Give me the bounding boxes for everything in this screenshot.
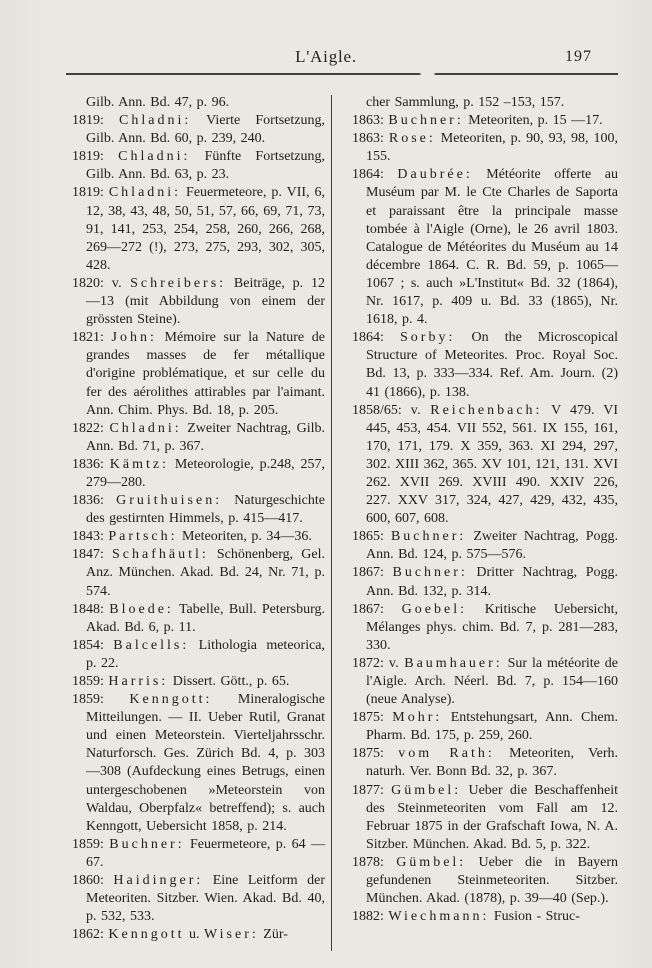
bib-entry <box>72 420 325 456</box>
bib-entry <box>72 926 325 944</box>
bib-entry <box>352 112 618 130</box>
page-number: 197 <box>565 48 592 65</box>
bib-entry <box>72 601 325 637</box>
entry-author: Wiechmann: <box>388 909 490 925</box>
bib-entry <box>72 528 325 546</box>
running-title: L'Aigle. <box>295 47 357 66</box>
bib-entry <box>72 112 325 148</box>
entry-author: Schreibers: <box>130 275 227 291</box>
entry-year: 1822: <box>72 420 104 436</box>
entry-year: 1863: <box>352 113 384 129</box>
entry-text: Kritische Uebersicht, Mélanges phys. chim. Bd. 7, p. 281—283, 330. <box>366 601 619 653</box>
entry-year: 1865: <box>352 529 384 545</box>
entry-author-prefix: v. <box>388 655 405 671</box>
entry-year: 1843: <box>72 529 104 545</box>
entry-year: 1836: <box>72 493 104 509</box>
entry-text: Naturgeschichte des gestirnten Himmels, p. 415—417. <box>86 493 326 527</box>
bib-entry <box>72 673 325 691</box>
entry-author: Gümbel: <box>396 854 467 870</box>
entry-author: Chladni: <box>108 185 182 201</box>
bib-entry <box>352 564 618 600</box>
entry-year: 1860: <box>72 873 104 889</box>
entry-year: 1875: <box>352 710 384 726</box>
entry-text: Meteoriten, Verh. naturh. Ver. Bonn Bd. 32, p. 367. <box>366 746 619 780</box>
carryover-line: Gilb. Ann. Bd. 47, p. 96. <box>86 95 230 110</box>
bib-entry <box>352 854 618 908</box>
entry-author: Buchner: <box>388 113 464 129</box>
entry-text: V 479. VI 445, 453, 454. VII 552, 561. IX 155, 161, 170, 171, 179. X 359, 363. XI 294, 297, 302. XIII 362, 365. XV 101, 121, 131. XVI 262. XVII 269. XVIII 490. XXIV 226, 227. XXV 317, 324, 427, 429, 432, 435, 600, 607, 608. <box>366 402 619 527</box>
entry-author: Mohr: <box>392 710 443 726</box>
entry-text: Sur la météorite de l'Aigle. Arch. Néerl. Bd. 7, p. 154—160 (neue Analyse). <box>366 655 619 708</box>
entry-year: 1878: <box>352 854 384 870</box>
entry-author: Rose: <box>388 131 436 147</box>
entry-author: John: <box>111 330 157 346</box>
entry-author-prefix: v. <box>410 402 431 418</box>
bib-entry <box>352 329 618 401</box>
entry-year: 1819: <box>72 149 104 165</box>
entry-text: Météorite offerte au Muséum par M. le Cte Charles de Saporta et paraissant être la principale masse tombée à l'Aigle (Orne), le 26 avril 1803. Catalogue de Météorites du Muséum au 14 décembre 1864. C. R. Bd. 59, p. 1065—1067 ; s. auch »L'Institut« Bd. 32 (1864), Nr. 1617, p. 409 u. Bd. 33 (1865), Nr. 1618, p. 4. <box>366 167 619 328</box>
entry-author2: Wiser: <box>204 927 259 943</box>
bib-entry <box>72 456 325 492</box>
entry-year: 1859: <box>72 674 104 689</box>
entry-author: Harris: <box>108 674 169 689</box>
entry-author: Gümbel: <box>391 782 462 798</box>
entry-year: 1854: <box>72 637 104 653</box>
bib-entry <box>72 184 325 274</box>
entry-author: Haidinger: <box>113 873 204 889</box>
carryover-line: cher Sammlung, p. 152 –153, 157. <box>366 95 565 110</box>
bib-entry <box>352 166 618 329</box>
bib-entry <box>72 637 325 673</box>
entry-author: Balcells: <box>113 637 190 653</box>
entry-text: Zür- <box>263 927 288 943</box>
entry-author: Chladni: <box>109 420 182 436</box>
entry-text: Vierte Fortsetzung, Gilb. Ann. Bd. 60, p. 239, 240. <box>86 113 325 147</box>
entry-text: Mémoire sur la Nature de grandes masses de fer métallique d'origine problématique, et sur celle du fer des aérolithes attirables par l'aimant. Ann. Chim. Phys. Bd. 18, p. 205. <box>86 330 325 418</box>
bib-entry <box>72 148 325 184</box>
entry-text: Dritter Nachtrag, Pogg. Ann. Bd. 132, p. 314. <box>366 565 618 599</box>
bib-entry <box>72 836 325 872</box>
entry-year: 1858/65: <box>352 402 402 418</box>
entry-year: 1820: <box>72 275 104 291</box>
entry-year: 1821: <box>72 330 104 346</box>
entry-author: Kenngott <box>108 927 185 943</box>
entry-text: Lithologia meteorica, p. 22. <box>86 637 326 671</box>
entry-author: vom Rath: <box>398 746 495 762</box>
entry-text: Meteoriten, p. 34—36. <box>182 529 312 545</box>
bib-entry <box>352 655 618 709</box>
entry-text: Ueber die in Bayern gefundenen Steinmeteoriten. Sitzber. München. Akad. (1878), p. 39—40 (Sep.). <box>366 854 618 907</box>
entry-author: Kämtz: <box>109 456 169 472</box>
entry-author: Bloede: <box>109 601 174 617</box>
entry-text: Beiträge, p. 12 —13 (mit Abbildung von einem der grössten Steine). <box>86 275 326 328</box>
bib-entry <box>72 492 325 528</box>
entry-author: Chladni: <box>118 149 191 165</box>
entry-text: Feuermeteore, p. 64 —67. <box>86 836 326 870</box>
bib-entry <box>72 329 325 419</box>
bib-entry <box>352 601 618 655</box>
entry-text: Tabelle, Bull. Petersburg. Akad. Bd. 6, p. 11. <box>86 601 325 635</box>
entry-year: 1859: <box>72 692 104 708</box>
entry-author: Schafhäutl: <box>111 547 209 563</box>
bib-entry <box>352 709 618 745</box>
entry-year: 1875: <box>352 746 384 762</box>
entry-text: Dissert. Gött., p. 65. <box>172 674 290 689</box>
entry-text: Zweiter Nachtrag, Gilb. Ann. Bd. 71, p. 367. <box>86 420 326 454</box>
bib-entry <box>352 745 618 781</box>
bib-entry <box>72 872 325 926</box>
entry-author: Buchner: <box>392 565 468 581</box>
entry-year: 1848: <box>72 601 104 617</box>
entry-year: 1882: <box>352 909 384 925</box>
entry-text: Zweiter Nachtrag, Pogg. Ann. Bd. 124, p. 575—576. <box>366 529 619 563</box>
entry-author: Buchner: <box>109 836 185 852</box>
entry-author: Kenngott: <box>129 692 213 708</box>
header-rule <box>66 73 618 75</box>
entry-year: 1867: <box>352 601 384 617</box>
entry-text: Eine Leitform der Meteoriten. Sitzber. Wien. Akad. Bd. 40, p. 532, 533. <box>86 873 325 925</box>
entry-text: Schönenberg, Gel. Anz. München. Akad. Bd. 24, Nr. 71, p. 574. <box>86 547 325 599</box>
entry-year: 1862: <box>72 927 104 943</box>
entry-author: Goebel: <box>401 601 467 617</box>
left-column <box>72 94 325 956</box>
entry-year: 1819: <box>72 185 104 201</box>
entry-text: Meteoriten, p. 15 —17. <box>468 113 603 129</box>
entry-author: Buchner: <box>390 529 467 545</box>
entry-text: Ueber die Beschaffenheit des Steinmeteoriten vom Fall am 12. Februar 1875 in der Grafschaft Iowa, N. A. Sitzber. München. Akad. Bd. 5, p. 322. <box>366 782 619 852</box>
column-divider-rule <box>331 95 332 951</box>
entry-author: Reichenbach: <box>430 402 543 418</box>
entry-author: Chladni: <box>119 113 192 129</box>
entry-text: Fusion - Struc- <box>493 909 580 925</box>
entry-author: Partsch: <box>108 529 178 545</box>
entry-year: 1864: <box>352 167 384 183</box>
entry-author: Daubrée: <box>397 167 473 183</box>
entry-text: Meteoriten, p. 90, 93, 98, 100, 155. <box>366 131 619 165</box>
entry-text: Fünfte Fortsetzung, Gilb. Ann. Bd. 63, p. 23. <box>86 149 326 183</box>
entry-year: 1847: <box>72 547 104 563</box>
bib-entry <box>352 908 618 926</box>
right-column <box>352 94 618 956</box>
entry-text: Feuermeteore, p. VII, 6, 12, 38, 43, 48, 50, 51, 57, 66, 69, 71, 73, 91, 141, 253, 254, 258, 260, 266, 268, 269—272 (!), 273, 275, 293, 302, 305, 428. <box>86 185 326 273</box>
entry-text: Entstehungsart, Ann. Chem. Pharm. Bd. 175, p. 259, 260. <box>366 710 618 744</box>
bib-entry <box>72 546 325 600</box>
entry-year: 1836: <box>72 456 104 472</box>
entry-year: 1863: <box>352 131 384 147</box>
entry-text: On the Microscopical Structure of Meteorites. Proc. Royal Soc. Bd. 13, p. 333—334. Ref. Am. Journ. (2) 41 (1866), p. 138. <box>366 330 619 400</box>
entry-author: Baumhauer: <box>404 655 503 671</box>
entry-year: 1872: <box>352 655 384 671</box>
entry-year: 1859: <box>72 836 104 852</box>
bib-entry <box>72 275 325 329</box>
bibliography-columns <box>72 94 618 956</box>
bib-entry <box>352 402 618 529</box>
entry-author: Gruithuisen: <box>116 493 223 509</box>
entry-author: Sorby: <box>400 330 456 346</box>
entry-year: 1867: <box>352 565 384 581</box>
entry-year: 1877: <box>352 782 384 798</box>
entry-author-prefix: v. <box>111 275 131 291</box>
bib-entry <box>352 528 618 564</box>
entry-text: Mineralogische Mitteilungen. — II. Ueber Rutil, Granat und einen Meteorstein. Vierteljahrsschr. Naturforsch. Ges. Zürich Bd. 4, p. 303 —308 (Aufdeckung eines Betrugs, einen untergeschobenen »Meteorstein von Waldau, Oberpfalz« betreffend); s. auch Kenngott, Uebersicht 1858, p. 214. <box>86 692 326 834</box>
bib-entry <box>352 782 618 854</box>
bib-entry <box>72 691 325 836</box>
bib-entry <box>352 130 618 166</box>
entry-year: 1864: <box>352 330 384 346</box>
entry-author-joiner: u. <box>184 927 204 943</box>
entry-year: 1819: <box>72 113 104 129</box>
entry-text: Meteorologie, p.248, 257, 279—280. <box>86 456 326 490</box>
